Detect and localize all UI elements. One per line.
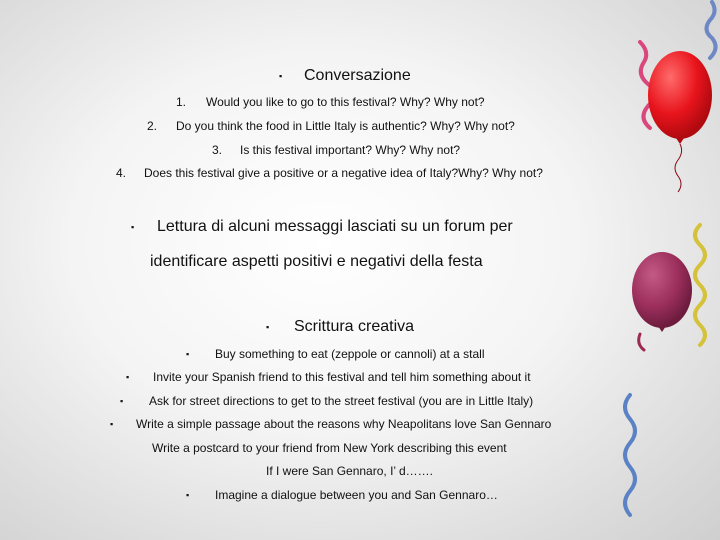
item-bullet: ▪ bbox=[126, 372, 130, 382]
item-bullet: ▪ bbox=[186, 490, 190, 500]
item-bullet: ▪ bbox=[120, 396, 124, 406]
list-item: Invite your Spanish friend to this festival and tell him something about it bbox=[153, 370, 531, 384]
question-item: Would you like to go to this festival? Why? Why not? bbox=[206, 95, 485, 109]
list-item: If I were San Gennaro, I’ d……. bbox=[266, 464, 433, 478]
ribbon-blue-bottom bbox=[625, 395, 635, 515]
plum-balloon bbox=[632, 252, 692, 332]
list-item: Write a simple passage about the reasons why Neapolitans love San Gennaro bbox=[136, 417, 552, 431]
section2-title-line1: Lettura di alcuni messaggi lasciati su un forum per bbox=[157, 218, 513, 235]
list-item: Ask for street directions to get to the street festival (you are in Little Italy) bbox=[149, 394, 534, 408]
question-number: 4. bbox=[116, 166, 127, 180]
item-bullet: ▪ bbox=[186, 349, 190, 359]
red-balloon bbox=[648, 51, 712, 192]
section1-bullet: ▪ bbox=[279, 71, 283, 81]
list-item: Buy something to eat (zeppole or cannoli) at a stall bbox=[215, 347, 485, 361]
question-number: 3. bbox=[212, 143, 223, 157]
ribbon-blue bbox=[706, 2, 715, 58]
balloon-decoration bbox=[600, 0, 720, 540]
section2-title-line2: identificare aspetti positivi e negativi della festa bbox=[150, 253, 483, 270]
ribbon-plum bbox=[639, 334, 644, 350]
question-number: 2. bbox=[147, 119, 158, 133]
list-item: Write a postcard to your friend from New York describing this event bbox=[152, 441, 507, 455]
section1-title: Conversazione bbox=[304, 67, 411, 84]
section3-title: Scrittura creativa bbox=[294, 318, 415, 335]
ribbon-yellow bbox=[695, 225, 705, 345]
list-item: Imagine a dialogue between you and San Gennaro… bbox=[215, 488, 498, 502]
section3-bullet: ▪ bbox=[266, 322, 270, 332]
question-item: Do you think the food in Little Italy is authentic? Why? Why not? bbox=[176, 119, 515, 133]
question-number: 1. bbox=[176, 95, 187, 109]
question-item: Does this festival give a positive or a negative idea of Italy?Why? Why not? bbox=[144, 166, 543, 180]
question-item: Is this festival important? Why? Why not? bbox=[240, 143, 461, 157]
item-bullet: ▪ bbox=[110, 419, 114, 429]
section2-bullet: ▪ bbox=[131, 222, 135, 232]
